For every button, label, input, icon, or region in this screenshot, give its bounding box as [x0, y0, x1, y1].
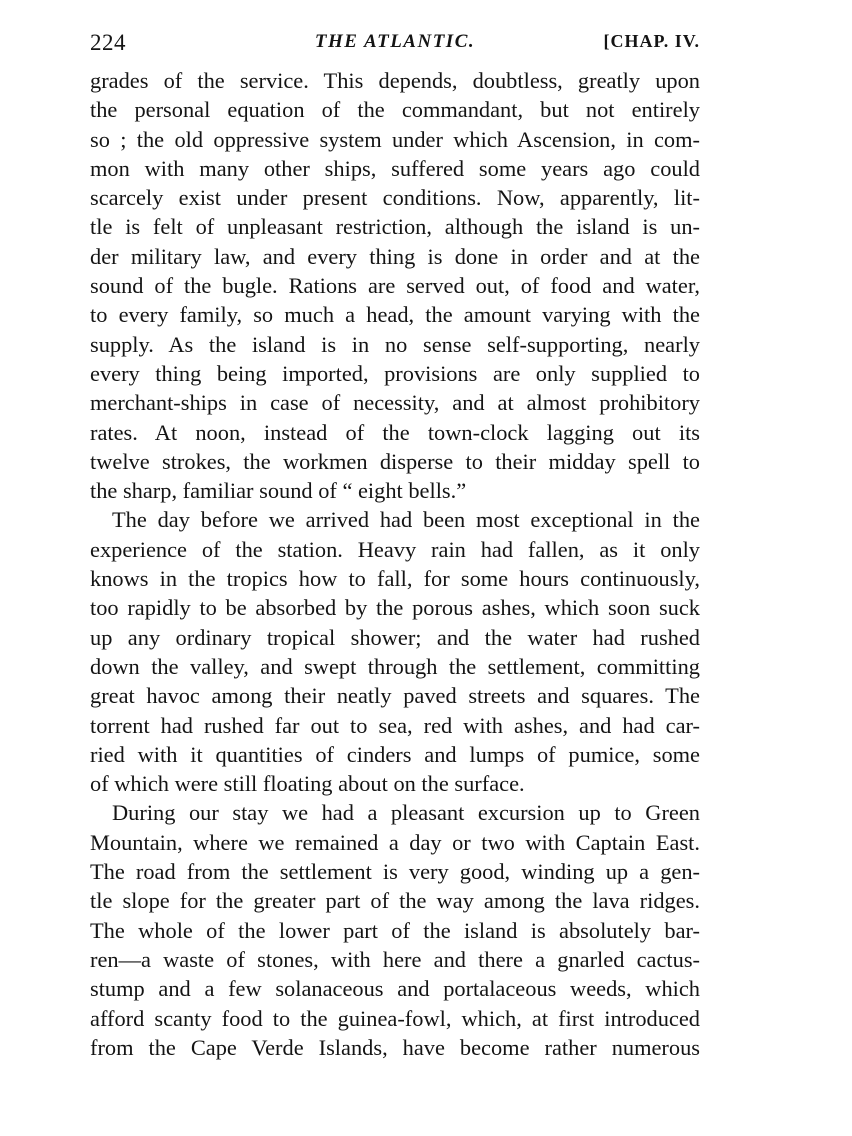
text-line: from the Cape Verde Islands, have become rather numerous [90, 1034, 700, 1060]
text-line: stump and a few solanaceous and portalaceous weeds, which [90, 976, 700, 1002]
text-line: to every family, so much a head, the amount varying with the [90, 302, 700, 328]
text-line: tle slope for the greater part of the way among the lava ridges. [90, 888, 700, 914]
text-line: der military law, and every thing is done in order and at the [90, 243, 700, 269]
page-number: 224 [90, 30, 126, 55]
text-line: grades of the service. This depends, doubtless, greatly upon [90, 68, 700, 93]
text-line: During our stay we had a pleasant excursion up to Green [112, 800, 700, 826]
text-line: The whole of the lower part of the island is absolutely bar- [90, 917, 700, 943]
text-line: knows in the tropics how to fall, for some hours continuously, [90, 566, 700, 592]
text-line: experience of the station. Heavy rain had fallen, as it only [90, 536, 700, 562]
running-title: THE ATLANTIC. [314, 31, 476, 52]
text-line: scarcely exist under present conditions. Now, apparently, lit- [90, 185, 700, 211]
text-line: sound of the bugle. Rations are served out, of food and water, [90, 273, 700, 299]
text-line: supply. As the island is in no sense self-supporting, nearly [90, 331, 700, 357]
text-line: afford scanty food to the guinea-fowl, which, at first introduced [90, 1005, 700, 1031]
text-line: of which were still floating about on the surface. [90, 771, 525, 797]
text-line: torrent had rushed far out to sea, red with ashes, and had car- [90, 712, 700, 738]
text-line: mon with many other ships, suffered some years ago could [90, 155, 700, 181]
text-line: too rapidly to be absorbed by the porous ashes, which soon suck [90, 595, 700, 621]
text-line: merchant-ships in case of necessity, and at almost prohibitory [90, 390, 700, 416]
text-line: The road from the settlement is very good, winding up a gen- [90, 859, 700, 885]
text-line: ren—a waste of stones, with here and there a gnarled cactus- [90, 946, 700, 972]
text-line: up any ordinary tropical shower; and the water had rushed [90, 624, 700, 650]
text-line: so ; the old oppressive system under which Ascension, in com- [90, 126, 700, 152]
text-line: great havoc among their neatly paved streets and squares. The [90, 683, 700, 709]
text-line: rates. At noon, instead of the town-clock lagging out its [90, 419, 700, 445]
body-text [90, 66, 700, 1062]
text-line: The day before we arrived had been most exceptional in the [112, 507, 700, 533]
text-line: Mountain, where we remained a day or two with Captain East. [90, 829, 700, 855]
text-line: the sharp, familiar sound of “ eight bells.” [90, 478, 467, 504]
chapter-reference: [CHAP. IV. [603, 31, 700, 51]
text-line: down the valley, and swept through the settlement, committing [90, 653, 700, 679]
text-line: ried with it quantities of cinders and lumps of pumice, some [90, 741, 700, 767]
text-line: every thing being imported, provisions are only supplied to [90, 360, 700, 386]
running-head [90, 30, 700, 60]
text-line: the personal equation of the commandant, but not entirely [90, 97, 700, 123]
text-line: twelve strokes, the workmen disperse to their midday spell to [90, 448, 700, 474]
text-line: tle is felt of unpleasant restriction, although the island is un- [90, 214, 700, 240]
